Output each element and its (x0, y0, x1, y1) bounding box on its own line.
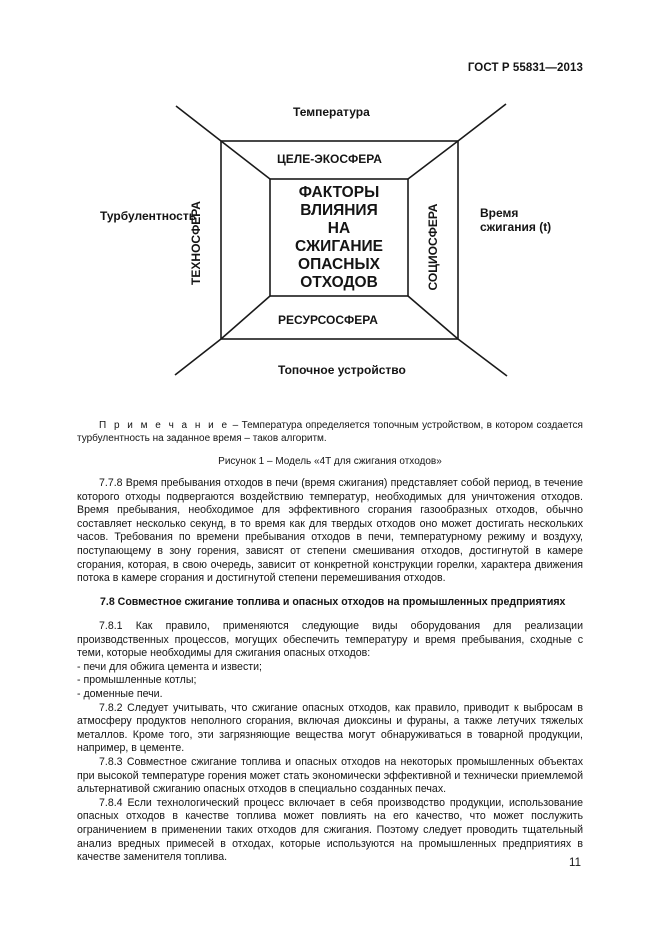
paragraph-7-7-8 (77, 477, 583, 586)
paragraph-7-8-3: 7.8.3 Совместное сжигание топлива и опасных отходов на некоторых промышленных объектах при высокой температуре горения может стать экономически эффективной и технически приемлемой альтернативой сжиганию опасных отходов в специально созданных печах. (77, 755, 583, 796)
core-line: ВЛИЯНИЯ (300, 201, 378, 219)
core-line: ОПАСНЫХ (298, 255, 380, 273)
left-sphere-label: ТЕХНОСФЕРА (189, 201, 203, 285)
paragraph-7-8-1: 7.8.1 Как правило, применяются следующие виды оборудования для реализации производственных процессов, могущих обеспечить температуру и время пребывания, сходные с теми, которые необходимы для сжигания опасных отходов: (77, 620, 583, 660)
outer-diag-top-right (458, 104, 506, 141)
paragraph-7-8-2: 7.8.2 Следует учитывать, что сжигание опасных отходов, как правило, приводит к выбросам в атмосферу продуктов неполного сгорания, включая диоксины и фураны, а также летучих тяжелых металлов. Кроме того, эти загрязняющие вещества могут обнаруживаться в товарной продукции, например, в цементе. (77, 701, 583, 755)
outer-diag-bottom-left (175, 339, 221, 375)
turbulence-label: Турбулентность (100, 209, 197, 223)
outer-diag-top-left (176, 106, 221, 141)
core-line: ФАКТОРЫ (298, 183, 380, 201)
connector-bottom-right (408, 296, 458, 339)
connector-top-left (221, 141, 270, 179)
standard-header: ГОСТ Р 55831—2013 (467, 62, 583, 74)
figure-note (77, 419, 583, 445)
section-7-8-body (77, 620, 583, 865)
list-item: - печи для обжига цемента и извести; (77, 660, 262, 673)
time-label-line1: Время (480, 206, 519, 220)
connector-top-right (408, 141, 458, 179)
list-item: - доменные печи. (77, 687, 163, 700)
note-lead: П р и м е ч а н и е (99, 420, 230, 431)
core-factors (270, 179, 408, 296)
outer-diag-bottom-right (458, 339, 507, 376)
page-number: 11 (569, 857, 581, 869)
core-line: ОТХОДОВ (300, 273, 378, 291)
core-line: НА (327, 219, 351, 237)
temperature-label: Температура (293, 105, 370, 119)
note-text: – Температура определяется топочным устройством, в котором создается турбулентность на заданное время – таков алгоритм. (77, 420, 583, 444)
figure-caption: Рисунок 1 – Модель «4T для сжигания отходов» (218, 456, 442, 467)
time-label-line2: сжигания (t) (480, 220, 552, 234)
furnace-label: Топочное устройство (278, 363, 406, 377)
connector-bottom-left (221, 296, 270, 339)
upper-sphere-label: ЦЕЛЕ-ЭКОСФЕРА (277, 152, 382, 166)
section-7-8-title: 7.8 Совместное сжигание топлива и опасных отходов на промышленных предприятиях (100, 596, 566, 608)
list-item: - промышленные котлы; (77, 674, 197, 687)
core-line: СЖИГАНИЕ (294, 237, 384, 255)
four-t-diagram (0, 0, 661, 400)
paragraph-text: 7.7.8 Время пребывания отходов в печи (время сжигания) представляет собой период, в течение которого отходы подвергаются воздействию температур, необходимых для уничтожения отходов. Время пребывания, необходимое для эффективного сгорания газообразных отходов, обычно составляет несколько секунд, в то время как для твердых отходов оно может достигать нескольких часов. Требования по времени пребывания отходов в печи, температурному режиму и воздуху, поступающему в зону горения, зависят от степени смешивания отходов, достигнутой в камере сгорания, которая, в свою очередь, зависит от конкретной конструкции горелки, характера движения потока в камере сгорания и достигнутой степени перемешивания отходов. (77, 477, 583, 585)
right-sphere-label: СОЦИОСФЕРА (426, 203, 440, 291)
paragraph-7-8-4: 7.8.4 Если технологический процесс включает в себя производство продукции, использование опасных отходов в качестве топлива может повлиять на его качество, что может послужить ограничением в применении таких отходов для сжигания. Поэтому следует проводить тщательный анализ вредных примесей в отходах, которые используются на промышленных предприятиях в качестве заменителя топлива. (77, 796, 583, 864)
lower-sphere-label: РЕСУРСОСФЕРА (278, 313, 378, 327)
